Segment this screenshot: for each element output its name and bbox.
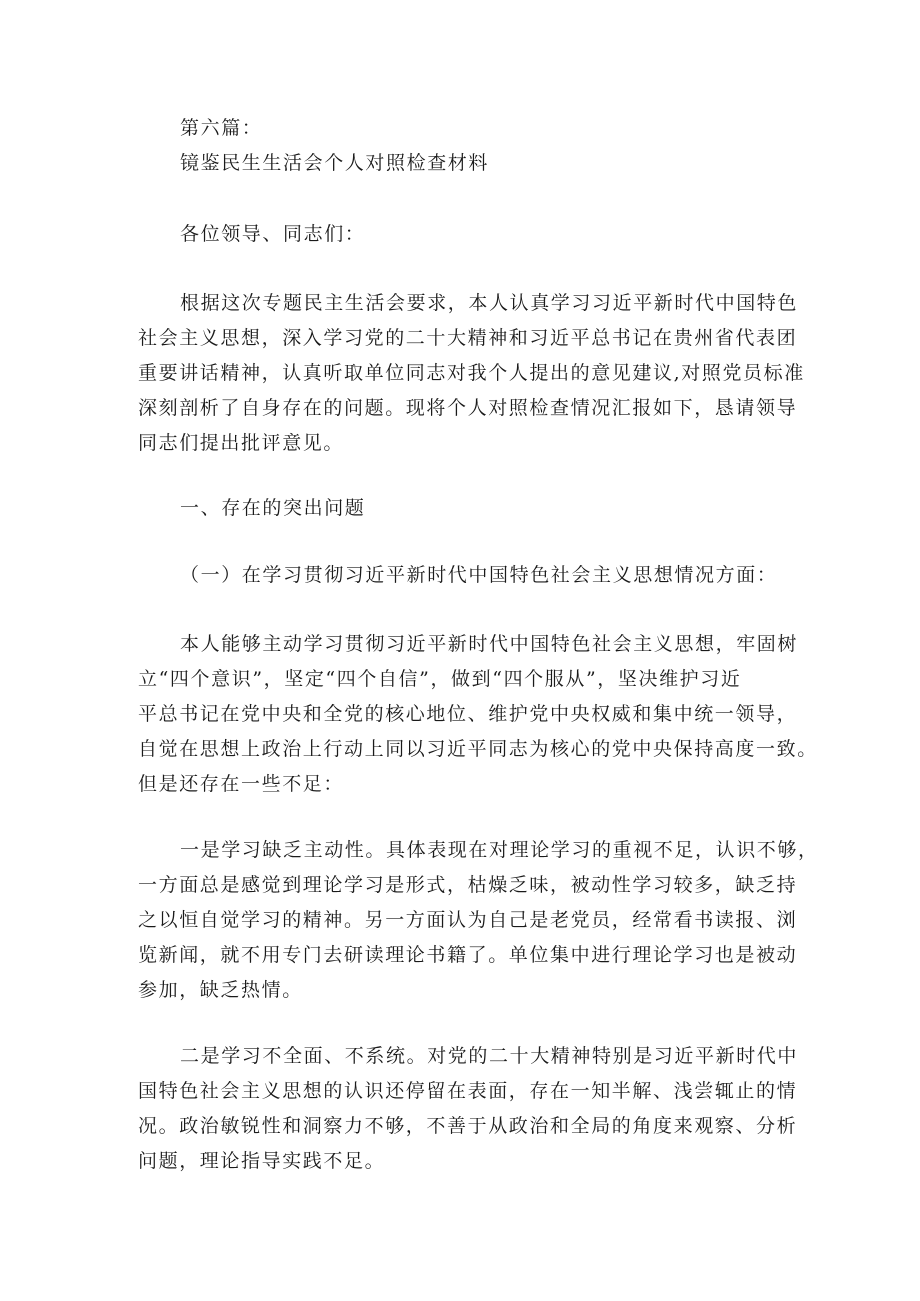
paragraph-line: 一是学习缺乏主动性。具体表现在对理论学习的重视不足，认识不够， — [180, 839, 819, 861]
paragraph-line: 社会主义思想，深入学习党的二十大精神和习近平总书记在贵州省代表团 — [138, 327, 798, 349]
paragraph-line: 本人能够主动学习贯彻习近平新时代中国特色社会主义思想，牢固树 — [180, 633, 799, 655]
paragraph-line: 国特色社会主义思想的认识还停留在表面，存在一知半解、浅尝辄止的情 — [138, 1080, 798, 1102]
salutation: 各位领导、同志们： — [180, 223, 366, 245]
paragraph-line: 览新闻，就不用专门去研读理论书籍了。单位集中进行理论学习也是被动 — [138, 944, 798, 966]
paragraph-line: 根据这次专题民主生活会要求，本人认真学习习近平新时代中国特色 — [180, 292, 799, 314]
paragraph-line: 问题，理论指导实践不足。 — [138, 1150, 386, 1172]
document-title: 镜鉴民生生活会个人对照检查材料 — [180, 152, 490, 174]
paragraph-line: 但是还存在一些不足： — [138, 773, 345, 795]
paragraph-line: 之以恒自觉学习的精神。另一方面认为自己是老党员，经常看书读报、浏 — [138, 909, 798, 931]
paragraph-line: 二是学习不全面、不系统。对党的二十大精神特别是习近平新时代中 — [180, 1045, 799, 1067]
subsection-heading: （一）在学习贯彻习近平新时代中国特色社会主义思想情况方面： — [180, 564, 778, 586]
paragraph-line: 自觉在思想上政治上行动上同以习近平同志为核心的党中央保持高度一致。 — [138, 738, 818, 760]
paragraph-line: 平总书记在党中央和全党的核心地位、维护党中央权威和集中统一领导， — [138, 703, 798, 725]
paragraph-line: 深刻剖析了自身存在的问题。现将个人对照检查情况汇报如下，恳请领导 — [138, 397, 798, 419]
paragraph-line: 一方面总是感觉到理论学习是形式，枯燥乏味，被动性学习较多，缺乏持 — [138, 874, 798, 896]
paragraph-line: 况。政治敏锐性和洞察力不够，不善于从政治和全局的角度来观察、分析 — [138, 1115, 798, 1137]
paragraph-line: 重要讲话精神，认真听取单位同志对我个人提出的意见建议,对照党员标准 — [138, 362, 805, 384]
paragraph-line: 参加，缺乏热情。 — [138, 979, 303, 1001]
section-heading: 一、存在的突出问题 — [180, 497, 366, 519]
paragraph-line: 立“四个意识”，坚定“四个自信”，做到“四个服从”，坚决维护习近 — [138, 668, 742, 690]
paragraph-line: 同志们提出批评意见。 — [138, 432, 345, 454]
section-heading-label: 第六篇： — [180, 117, 263, 139]
